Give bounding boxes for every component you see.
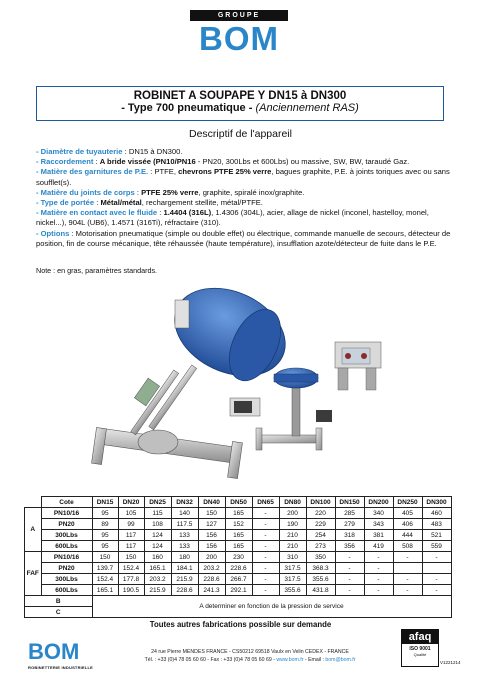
table-cell: 317.5 <box>279 563 306 574</box>
table-cell: 350 <box>306 552 335 563</box>
table-cell: 318 <box>335 530 364 541</box>
footer-brand-sub: ROBINETTERIE INDUSTRIELLE <box>28 665 94 670</box>
row-label: 300Lbs <box>41 530 92 541</box>
table-cell: - <box>422 574 451 585</box>
table-cell: 356 <box>335 541 364 552</box>
table-header-cell: DN150 <box>335 497 364 508</box>
table-cell: 343 <box>364 519 393 530</box>
dimensions-table <box>24 496 452 618</box>
table-cell: 228.6 <box>198 574 225 585</box>
table-cell: 89 <box>92 519 118 530</box>
table-cell: 133 <box>171 530 198 541</box>
table-cell: 124 <box>144 541 171 552</box>
table-cell: - <box>252 541 279 552</box>
footer-contact: Tél. : +33 (0)4 78 05 60 60 - Fax : +33 (0)4 78 05 60 69 - www.bom.fr - Email : bom@bom.fr <box>144 657 356 663</box>
row-label: PN10/16 <box>41 508 92 519</box>
table-cell: - <box>393 585 422 596</box>
table-cell: 230 <box>225 552 252 563</box>
table-cell: 521 <box>422 530 451 541</box>
table-cell: 150 <box>92 552 118 563</box>
table-cell: 117 <box>118 541 144 552</box>
spec-item: - Raccordement : A bride vissée (PN10/PN16 - PN20, 300Lbs et 600Lbs) ou massive, SW, BW, taraudé Gaz. <box>36 157 410 167</box>
bom-footer-logo <box>28 641 98 670</box>
table-cell: - <box>252 530 279 541</box>
table-cell: 228.6 <box>225 563 252 574</box>
table-row-b <box>25 596 452 607</box>
spec-item: - Options : Motorisation pneumatique (simple ou double effet) ou électrique, commande manuelle de secours, détecteur de position, fin de course mécanique, tête réhaussée (haute température), insufflation azote/détecteur de fuite dans le P.E. <box>36 228 451 248</box>
table-header-cell: Cote <box>41 497 92 508</box>
table-header-row <box>25 497 452 508</box>
table-cell: 150 <box>198 508 225 519</box>
table-cell: 210 <box>279 530 306 541</box>
footer-address: 24 rue Pierre MENDES FRANCE - CS50212 69518 Vaulx en Velin CEDEX - FRANCE <box>151 649 349 655</box>
table-cell: 184.1 <box>171 563 198 574</box>
valve-illustration <box>80 270 410 485</box>
table-cell: 220 <box>306 508 335 519</box>
table-cell: - <box>252 585 279 596</box>
valve-small <box>256 368 332 450</box>
table-row <box>25 519 452 530</box>
row-label-c: C <box>25 607 93 618</box>
table-cell: 317.5 <box>279 574 306 585</box>
title-line1: ROBINET A SOUPAPE Y DN15 à DN300 <box>133 90 347 102</box>
table-cell: - <box>364 552 393 563</box>
table-cell: - <box>252 574 279 585</box>
cert-brand: afaq <box>402 630 438 644</box>
table-cell: - <box>335 563 364 574</box>
row-label: PN10/16 <box>41 552 92 563</box>
footer-brand: BOM <box>28 639 80 664</box>
row-label: 600Lbs <box>41 541 92 552</box>
footer-address-block <box>100 648 400 664</box>
table-header-cell: DN15 <box>92 497 118 508</box>
table-cell: 165 <box>225 541 252 552</box>
table-cell <box>393 563 422 574</box>
spec-item: - Matière du joints de corps : PTFE 25% verre, graphite, spiralé inox/graphite. <box>36 187 305 197</box>
table-cell: 215.9 <box>171 574 198 585</box>
specs-list <box>36 147 456 249</box>
table-cell: 310 <box>279 552 306 563</box>
bom-brand: BOM <box>199 20 279 57</box>
table-cell: 165.1 <box>92 585 118 596</box>
spec-item: - Matière en contact avec le fluide : 1.4404 (316L), 1.4306 (304L), acier, allage de nickel (inconel, hastelloy, monel, nickel...), 904L (UB6), 1.4571 (316Ti), réfractaire (310). <box>36 208 429 228</box>
table-cell: 203.2 <box>198 563 225 574</box>
cert-sub: Qualité <box>413 652 427 657</box>
valve-detail <box>335 342 381 390</box>
table-cell: - <box>335 552 364 563</box>
table-cell: 200 <box>279 508 306 519</box>
table-cell: 210 <box>279 541 306 552</box>
table-row <box>25 585 452 596</box>
table-cell: 190 <box>279 519 306 530</box>
table-header-cell: DN100 <box>306 497 335 508</box>
table-cell: 115 <box>144 508 171 519</box>
table-cell: 117 <box>118 530 144 541</box>
table-cell: 160 <box>144 552 171 563</box>
table-cell: 108 <box>144 519 171 530</box>
note-text: Note : en gras, paramètres standards. <box>36 266 158 275</box>
table-cell: 241.3 <box>198 585 225 596</box>
section-subtitle: Descriptif de l'appareil <box>189 128 292 140</box>
table-row <box>25 508 452 519</box>
table-cell: 279 <box>335 519 364 530</box>
table-cell: 405 <box>393 508 422 519</box>
table-cell: - <box>335 574 364 585</box>
table-header-cell: DN32 <box>171 497 198 508</box>
row-label: PN20 <box>41 519 92 530</box>
table-cell: 95 <box>92 508 118 519</box>
table-cell: 203.2 <box>144 574 171 585</box>
side-label <box>4 520 18 620</box>
table-cell <box>422 563 451 574</box>
table-cell: - <box>252 519 279 530</box>
table-cell: - <box>422 585 451 596</box>
table-cell: - <box>252 563 279 574</box>
table-cell: 165 <box>225 530 252 541</box>
table-cell: 117.5 <box>171 519 198 530</box>
table-cell: 180 <box>171 552 198 563</box>
row-label: 600Lbs <box>41 585 92 596</box>
footer-note: Toutes autres fabrications possible sur demande <box>149 620 332 629</box>
spec-item: - Type de portée : Métal/métal, rechargement stellite, métal/PTFE. <box>36 198 263 208</box>
table-row <box>25 530 452 541</box>
table-cell: 156 <box>198 541 225 552</box>
spec-item: - Diamètre de tuyauterie : DN15 à DN300. <box>36 147 183 156</box>
table-cell: 165 <box>225 508 252 519</box>
table-cell: 508 <box>393 541 422 552</box>
table-cell: 483 <box>422 519 451 530</box>
table-cell: - <box>364 585 393 596</box>
row-label: 300Lbs <box>41 574 92 585</box>
website-link[interactable]: www.bom.fr <box>276 657 304 663</box>
table-cell: - <box>422 552 451 563</box>
row-label: PN20 <box>41 563 92 574</box>
table-cell: 177.8 <box>118 574 144 585</box>
email-link[interactable]: bom@bom.fr <box>325 657 356 663</box>
table-cell: 150 <box>118 552 144 563</box>
table-cell: 140 <box>171 508 198 519</box>
table-cell: 152.4 <box>118 563 144 574</box>
table-header-cell: DN200 <box>364 497 393 508</box>
title-box <box>36 86 444 121</box>
table-cell: 152 <box>225 519 252 530</box>
table-header-cell: DN80 <box>279 497 306 508</box>
table-cell: - <box>335 585 364 596</box>
table-cell: 156 <box>198 530 225 541</box>
groupe-bom-logo <box>190 10 288 57</box>
table-cell: 559 <box>422 541 451 552</box>
table-cell: 127 <box>198 519 225 530</box>
table-cell: 165.1 <box>144 563 171 574</box>
title-line2 <box>37 102 443 114</box>
table-cell: 266.7 <box>225 574 252 585</box>
table-row <box>25 541 452 552</box>
table-cell: 190.5 <box>118 585 144 596</box>
document-version: V1221214 <box>440 660 461 665</box>
table-cell: 139.7 <box>92 563 118 574</box>
table-header-cell: DN40 <box>198 497 225 508</box>
table-cell: 95 <box>92 530 118 541</box>
table-cell: 406 <box>393 519 422 530</box>
table-cell: 105 <box>118 508 144 519</box>
table-cell: 99 <box>118 519 144 530</box>
table-cell: - <box>252 508 279 519</box>
cert-iso: ISO 9001 <box>409 646 431 652</box>
table-header-cell: DN250 <box>393 497 422 508</box>
table-cell: - <box>252 552 279 563</box>
table-cell: 95 <box>92 541 118 552</box>
table-cell: 419 <box>364 541 393 552</box>
title-type: - Type 700 pneumatique - <box>121 102 256 114</box>
table-body <box>25 508 452 596</box>
table-cell: - <box>393 574 422 585</box>
table-cell: 228.6 <box>171 585 198 596</box>
table-header-cell: DN25 <box>144 497 171 508</box>
table-cell: 273 <box>306 541 335 552</box>
spec-item: - Matière des garnitures de P.E. : PTFE, chevrons PTFE 25% verre, bagues graphite, P.E. à joints toriques avec ou sans soufflet(s). <box>36 167 450 187</box>
table-cell: 254 <box>306 530 335 541</box>
table-cell: 124 <box>144 530 171 541</box>
group-label: A <box>25 508 42 552</box>
table-row <box>25 552 452 563</box>
table-cell: 355.6 <box>306 574 335 585</box>
valve-large <box>92 271 300 478</box>
groupe-label: GROUPE <box>190 10 288 21</box>
table-header-cell: DN300 <box>422 497 451 508</box>
table-cell: 215.9 <box>144 585 171 596</box>
table-row <box>25 563 452 574</box>
table-cell: 292.1 <box>225 585 252 596</box>
table-cell: 285 <box>335 508 364 519</box>
bc-note: A determiner en fonction de la pression de service <box>92 596 451 618</box>
table-header-cell: DN65 <box>252 497 279 508</box>
table-cell: - <box>364 563 393 574</box>
row-label-b: B <box>25 596 93 607</box>
table-cell: 340 <box>364 508 393 519</box>
title-former-name: (Anciennement RAS) <box>255 102 359 114</box>
afaq-certification-logo <box>401 629 439 667</box>
table-header-cell: DN20 <box>118 497 144 508</box>
table-cell: 229 <box>306 519 335 530</box>
table-cell: 381 <box>364 530 393 541</box>
table-header-cell: DN50 <box>225 497 252 508</box>
table-cell: - <box>393 552 422 563</box>
table-cell: 200 <box>198 552 225 563</box>
group-label: FAF <box>25 552 42 596</box>
table-cell: 355.6 <box>279 585 306 596</box>
table-cell: - <box>364 574 393 585</box>
table-cell: 152.4 <box>92 574 118 585</box>
table-cell: 431.8 <box>306 585 335 596</box>
table-cell: 444 <box>393 530 422 541</box>
table-cell: 368.3 <box>306 563 335 574</box>
table-row <box>25 574 452 585</box>
table-cell: 133 <box>171 541 198 552</box>
table-cell: 460 <box>422 508 451 519</box>
